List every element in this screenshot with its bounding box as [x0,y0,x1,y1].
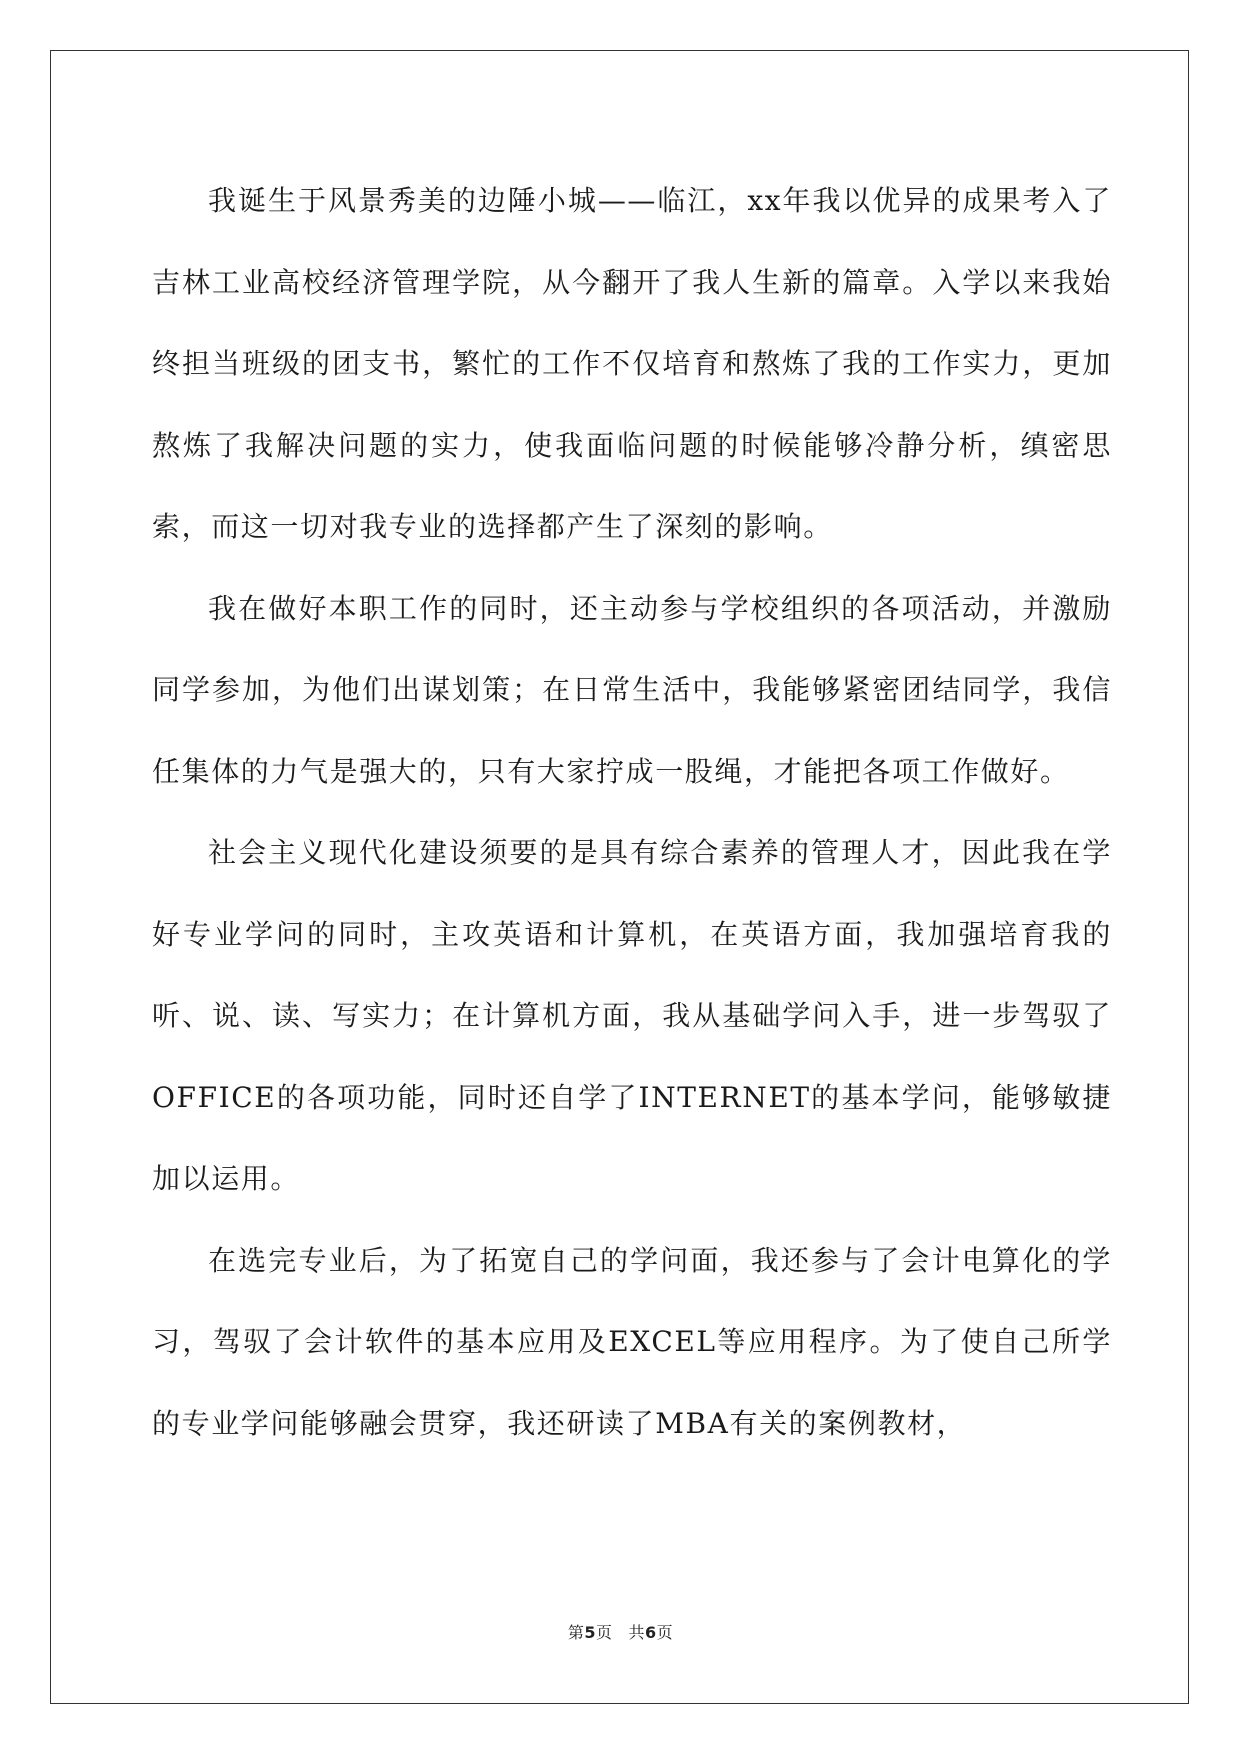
paragraph-2: 我在做好本职工作的同时，还主动参与学校组织的各项活动，并激励同学参加，为他们出谋划策；在日常生活中，我能够紧密团结同学，我信任集体的力气是强大的，只有大家拧成一股绳，才能把各项工作做好。 [152,591,1112,788]
paragraph-4: 在选完专业后，为了拓宽自己的学问面，我还参与了会计电算化的学习，驾驭了会计软件的基本应用及EXCEL等应用程序。为了使自己所学的专业学问能够融会贯穿，我还研读了MBA有关的案例教材， [152,1243,1112,1440]
page-footer [0,1620,1241,1643]
paragraph-3: 社会主义现代化建设须要的是具有综合素养的管理人才，因此我在学好专业学问的同时，主攻英语和计算机，在英语方面，我加强培育我的听、说、读、写实力；在计算机方面，我从基础学问入手，进一步驾驭了OFFICE的各项功能，同时还自学了INTERNET的基本学问，能够敏捷加以运用。 [152,836,1112,1195]
current-page-number: 5 [584,1623,596,1642]
total-prefix: 共 [628,1623,646,1642]
paragraph-1: 我诞生于风景秀美的边陲小城——临江，xx年我以优异的成果考入了吉林工业高校经济管理学院，从今翻开了我人生新的篇章。入学以来我始终担当班级的团支书，繁忙的工作不仅培育和熬炼了我的工作实力，更加熬炼了我解决问题的实力，使我面临问题的时候能够冷静分析，缜密思索，而这一切对我专业的选择都产生了深刻的影响。 [152,184,1112,543]
page-suffix: 页 [595,1623,613,1642]
total-pages-number: 6 [645,1623,657,1642]
total-suffix: 页 [656,1623,674,1642]
page-prefix: 第 [567,1623,585,1642]
document-body [152,160,1112,1464]
